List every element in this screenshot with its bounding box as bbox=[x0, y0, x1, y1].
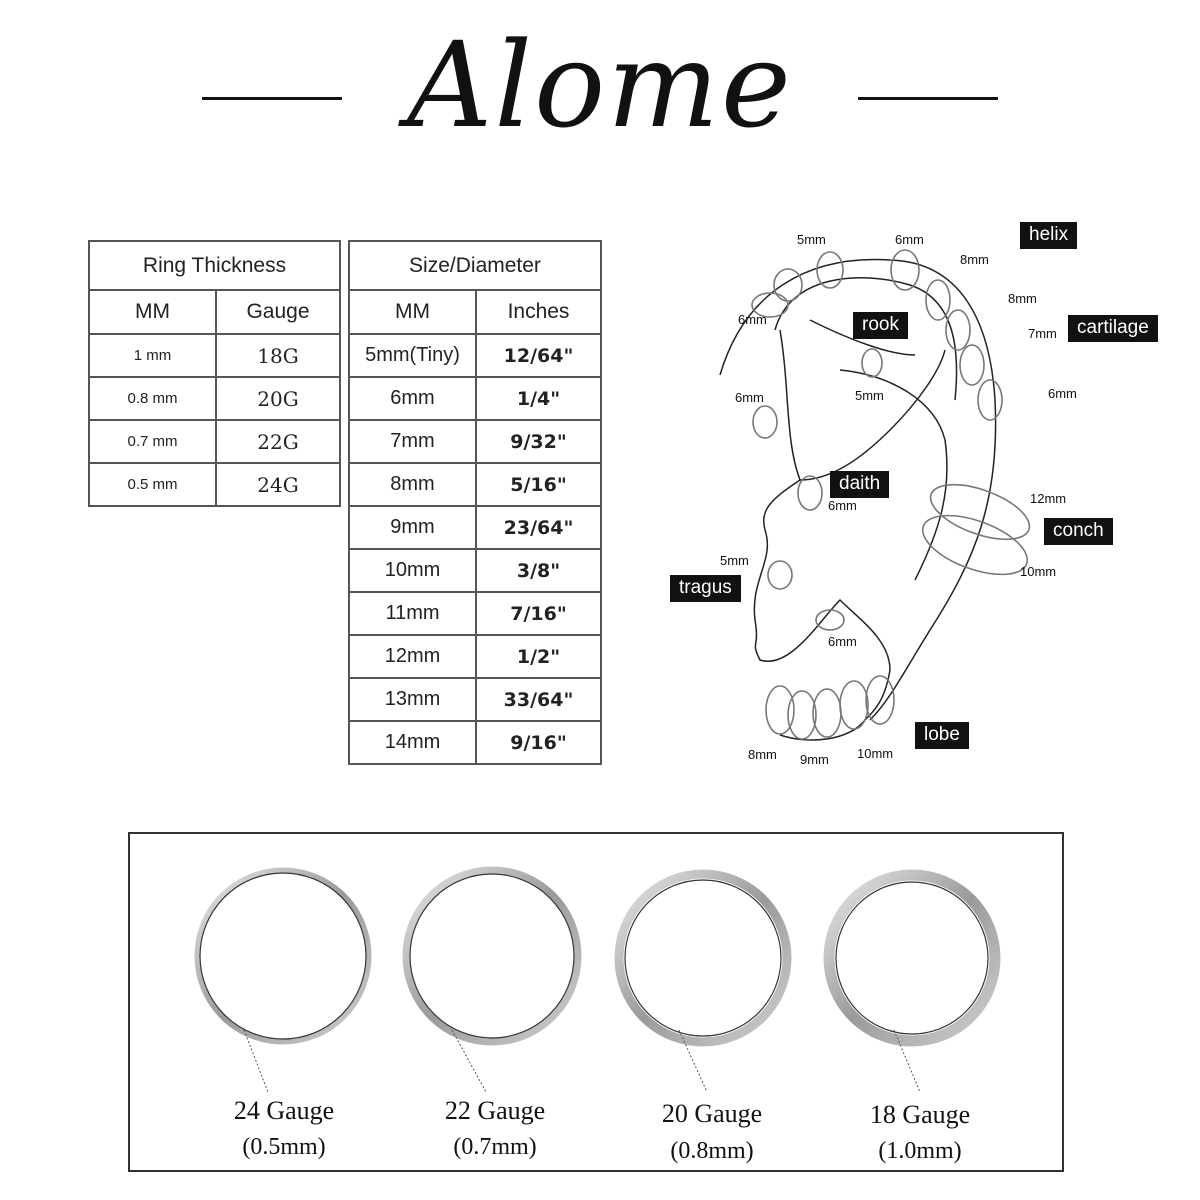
table-row bbox=[349, 506, 601, 549]
mm-cell: 7mm bbox=[349, 420, 476, 463]
ring-22-gauge-icon bbox=[406, 870, 578, 1042]
size-label: 6mm bbox=[828, 498, 857, 513]
size-label: 6mm bbox=[895, 232, 924, 247]
cartilage-ring-icon bbox=[978, 380, 1002, 420]
column-header: Inches bbox=[476, 290, 601, 334]
gauge-comparison-panel bbox=[128, 832, 1064, 1172]
mm-cell: 6mm bbox=[349, 377, 476, 420]
mm-cell: 10mm bbox=[349, 549, 476, 592]
tragus-ring-icon bbox=[768, 561, 792, 589]
column-header: MM bbox=[89, 290, 216, 334]
ring-18-gauge-icon bbox=[829, 875, 995, 1041]
tag-conch: conch bbox=[1044, 518, 1113, 545]
gauge-cell: 18G bbox=[216, 334, 340, 377]
lobe-ring-icon bbox=[840, 681, 868, 729]
ear-antihelix bbox=[780, 330, 945, 480]
left-ring-icon bbox=[753, 406, 777, 438]
tag-cartilage: cartilage bbox=[1068, 315, 1158, 342]
mm-cell: 1 mm bbox=[89, 334, 216, 377]
tag-lobe: lobe bbox=[915, 722, 969, 749]
ring-24-gauge-icon bbox=[197, 870, 369, 1042]
inches-cell: 9/32" bbox=[476, 420, 601, 463]
size-label: 6mm bbox=[828, 634, 857, 649]
ring-18-gauge-inner bbox=[836, 882, 988, 1034]
tag-tragus: tragus bbox=[670, 575, 741, 602]
size-label: 6mm bbox=[1048, 386, 1077, 401]
gauge-mm-label: (0.8mm) bbox=[670, 1138, 754, 1164]
size-label: 8mm bbox=[960, 252, 989, 267]
table-row bbox=[349, 463, 601, 506]
mm-cell: 9mm bbox=[349, 506, 476, 549]
mm-cell: 0.8 mm bbox=[89, 377, 216, 420]
gauge-label: 20 Gauge bbox=[661, 1099, 763, 1128]
table-row bbox=[89, 420, 340, 463]
inches-cell: 12/64" bbox=[476, 334, 601, 377]
size-label: 9mm bbox=[800, 752, 829, 767]
table-row bbox=[349, 721, 601, 764]
inches-cell: 5/16" bbox=[476, 463, 601, 506]
brand-logo: Alome bbox=[407, 16, 793, 154]
table-row bbox=[349, 334, 601, 377]
gauge-cell: 20G bbox=[216, 377, 340, 420]
inches-cell: 9/16" bbox=[476, 721, 601, 764]
helix-ring-icon bbox=[946, 310, 970, 350]
table-row bbox=[349, 678, 601, 721]
gauge-label: 18 Gauge bbox=[869, 1100, 971, 1129]
mm-cell: 5mm(Tiny) bbox=[349, 334, 476, 377]
size-label: 6mm bbox=[738, 312, 767, 327]
brand-line-right bbox=[858, 97, 998, 100]
table-title: Size/Diameter bbox=[349, 241, 601, 290]
daith-ring-icon bbox=[798, 476, 822, 510]
size-label: 5mm bbox=[720, 553, 749, 568]
table-row bbox=[349, 377, 601, 420]
size-label: 8mm bbox=[1008, 291, 1037, 306]
size-label: 12mm bbox=[1030, 491, 1067, 506]
inches-cell: 1/4" bbox=[476, 377, 601, 420]
inches-cell: 1/2" bbox=[476, 635, 601, 678]
size-label: 10mm bbox=[1020, 564, 1057, 579]
ring-24-gauge-inner bbox=[200, 873, 366, 1039]
gauge-label: 24 Gauge bbox=[233, 1096, 335, 1125]
table-row bbox=[89, 334, 340, 377]
tag-daith: daith bbox=[830, 471, 889, 498]
mm-cell: 0.7 mm bbox=[89, 420, 216, 463]
table-row bbox=[349, 549, 601, 592]
table-row bbox=[89, 463, 340, 506]
size-diameter-table bbox=[348, 240, 602, 765]
gauge-cell: 22G bbox=[216, 420, 340, 463]
ear-diagram bbox=[690, 200, 1170, 790]
table-row bbox=[349, 635, 601, 678]
mm-cell: 8mm bbox=[349, 463, 476, 506]
inches-cell: 7/16" bbox=[476, 592, 601, 635]
size-label: 8mm bbox=[748, 747, 777, 762]
gauge-mm-label: (1.0mm) bbox=[878, 1138, 962, 1164]
tag-helix: helix bbox=[1020, 222, 1077, 249]
inches-cell: 23/64" bbox=[476, 506, 601, 549]
mm-cell: 14mm bbox=[349, 721, 476, 764]
conch-ring-icon bbox=[924, 474, 1037, 551]
antitragus-ring-icon bbox=[816, 610, 844, 630]
gauge-label: 22 Gauge bbox=[444, 1096, 546, 1125]
helix-ring-icon bbox=[817, 252, 843, 288]
gauge-cell: 24G bbox=[216, 463, 340, 506]
inches-cell: 33/64" bbox=[476, 678, 601, 721]
mm-cell: 11mm bbox=[349, 592, 476, 635]
size-label: 6mm bbox=[735, 390, 764, 405]
lobe-ring-icon bbox=[788, 691, 816, 739]
gauge-mm-label: (0.7mm) bbox=[453, 1134, 537, 1160]
cartilage-ring-icon bbox=[960, 345, 984, 385]
lobe-ring-icon bbox=[813, 689, 841, 737]
helix-ring-icon bbox=[774, 269, 802, 301]
rook-ring-icon bbox=[862, 349, 882, 377]
gauge-mm-label: (0.5mm) bbox=[242, 1134, 326, 1160]
ring-20-gauge-inner bbox=[625, 880, 781, 1036]
size-label: 5mm bbox=[855, 388, 884, 403]
ear-lobe bbox=[780, 720, 865, 740]
inches-cell: 3/8" bbox=[476, 549, 601, 592]
size-label: 5mm bbox=[797, 232, 826, 247]
table-title: Ring Thickness bbox=[89, 241, 340, 290]
column-header: MM bbox=[349, 290, 476, 334]
tag-rook: rook bbox=[853, 312, 908, 339]
size-label: 10mm bbox=[857, 746, 894, 761]
table-row bbox=[349, 592, 601, 635]
size-label: 7mm bbox=[1028, 326, 1057, 341]
mm-cell: 12mm bbox=[349, 635, 476, 678]
column-header: Gauge bbox=[216, 290, 340, 334]
helix-ring-icon bbox=[926, 280, 950, 320]
ring-thickness-table bbox=[88, 240, 341, 507]
table-row bbox=[89, 377, 340, 420]
brand-line-left bbox=[202, 97, 342, 100]
mm-cell: 13mm bbox=[349, 678, 476, 721]
table-row bbox=[349, 420, 601, 463]
ring-22-gauge-inner bbox=[410, 874, 574, 1038]
mm-cell: 0.5 mm bbox=[89, 463, 216, 506]
ring-20-gauge-icon bbox=[619, 874, 787, 1042]
